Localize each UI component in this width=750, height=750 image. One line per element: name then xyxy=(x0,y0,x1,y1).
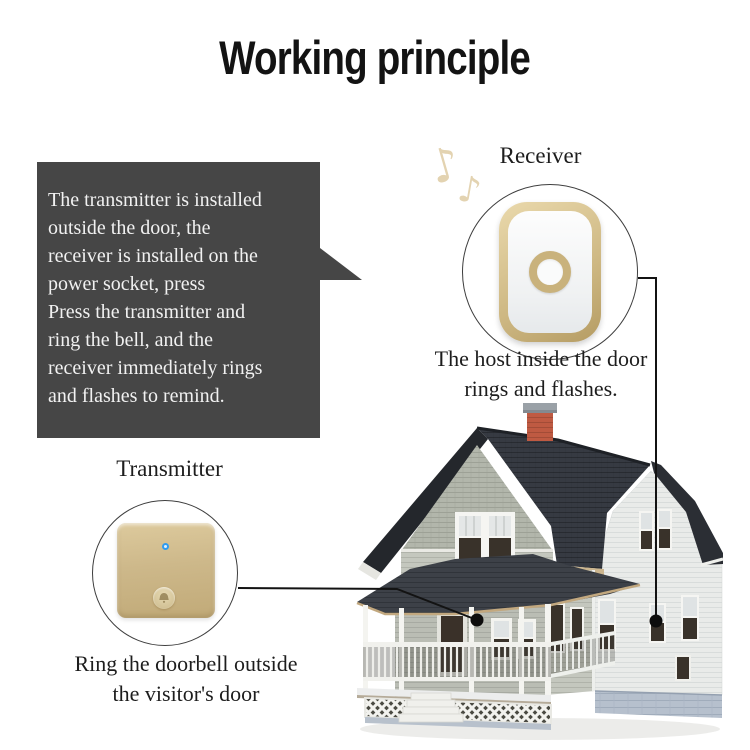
transmitter-label: Transmitter xyxy=(116,456,223,481)
transmitter-device xyxy=(117,523,215,618)
window xyxy=(639,511,654,551)
bubble-line: The transmitter is installed xyxy=(48,189,262,211)
page-title-text: Working principle xyxy=(219,31,531,84)
bubble-line: power socket, press xyxy=(48,273,206,295)
receiver-device-face xyxy=(508,211,592,333)
porch-railing xyxy=(363,642,551,681)
music-notes-icon: ♪ xyxy=(454,168,485,213)
bell-button xyxy=(153,587,175,609)
basement-hatch xyxy=(675,655,691,681)
speech-bubble-tail xyxy=(320,248,362,280)
speech-bubble-text xyxy=(48,186,262,410)
bell-icon xyxy=(153,587,175,609)
bubble-line: ring the bell, and the xyxy=(48,329,213,351)
caption-line: The host inside the door xyxy=(434,346,648,371)
bubble-line: receiver is installed on the xyxy=(48,245,258,267)
transmitter-circle xyxy=(92,500,238,646)
page-title xyxy=(0,30,750,85)
led-indicator xyxy=(162,543,169,550)
window xyxy=(649,603,666,643)
bubble-line: and flashes to remind. xyxy=(48,385,225,407)
receiver-circle xyxy=(462,184,638,360)
caption-line: rings and flashes. xyxy=(464,376,618,401)
house-illustration xyxy=(355,393,730,745)
receiver-ring-button xyxy=(529,251,571,293)
receiver-device xyxy=(499,202,601,342)
chimney xyxy=(523,403,557,441)
bubble-line: outside the door, the xyxy=(48,217,211,239)
caption-line: Ring the doorbell outside xyxy=(74,651,298,676)
bubble-line: Press the transmitter and xyxy=(48,301,246,323)
speech-bubble xyxy=(37,162,320,438)
window xyxy=(657,509,672,550)
window xyxy=(681,595,699,641)
transmitter-caption xyxy=(53,649,319,709)
bubble-line: receiver immediately rings xyxy=(48,357,263,379)
receiver-label: Receiver xyxy=(499,143,582,168)
caption-line: the visitor's door xyxy=(112,681,260,706)
music-notes-icon: ♪ xyxy=(423,134,467,196)
